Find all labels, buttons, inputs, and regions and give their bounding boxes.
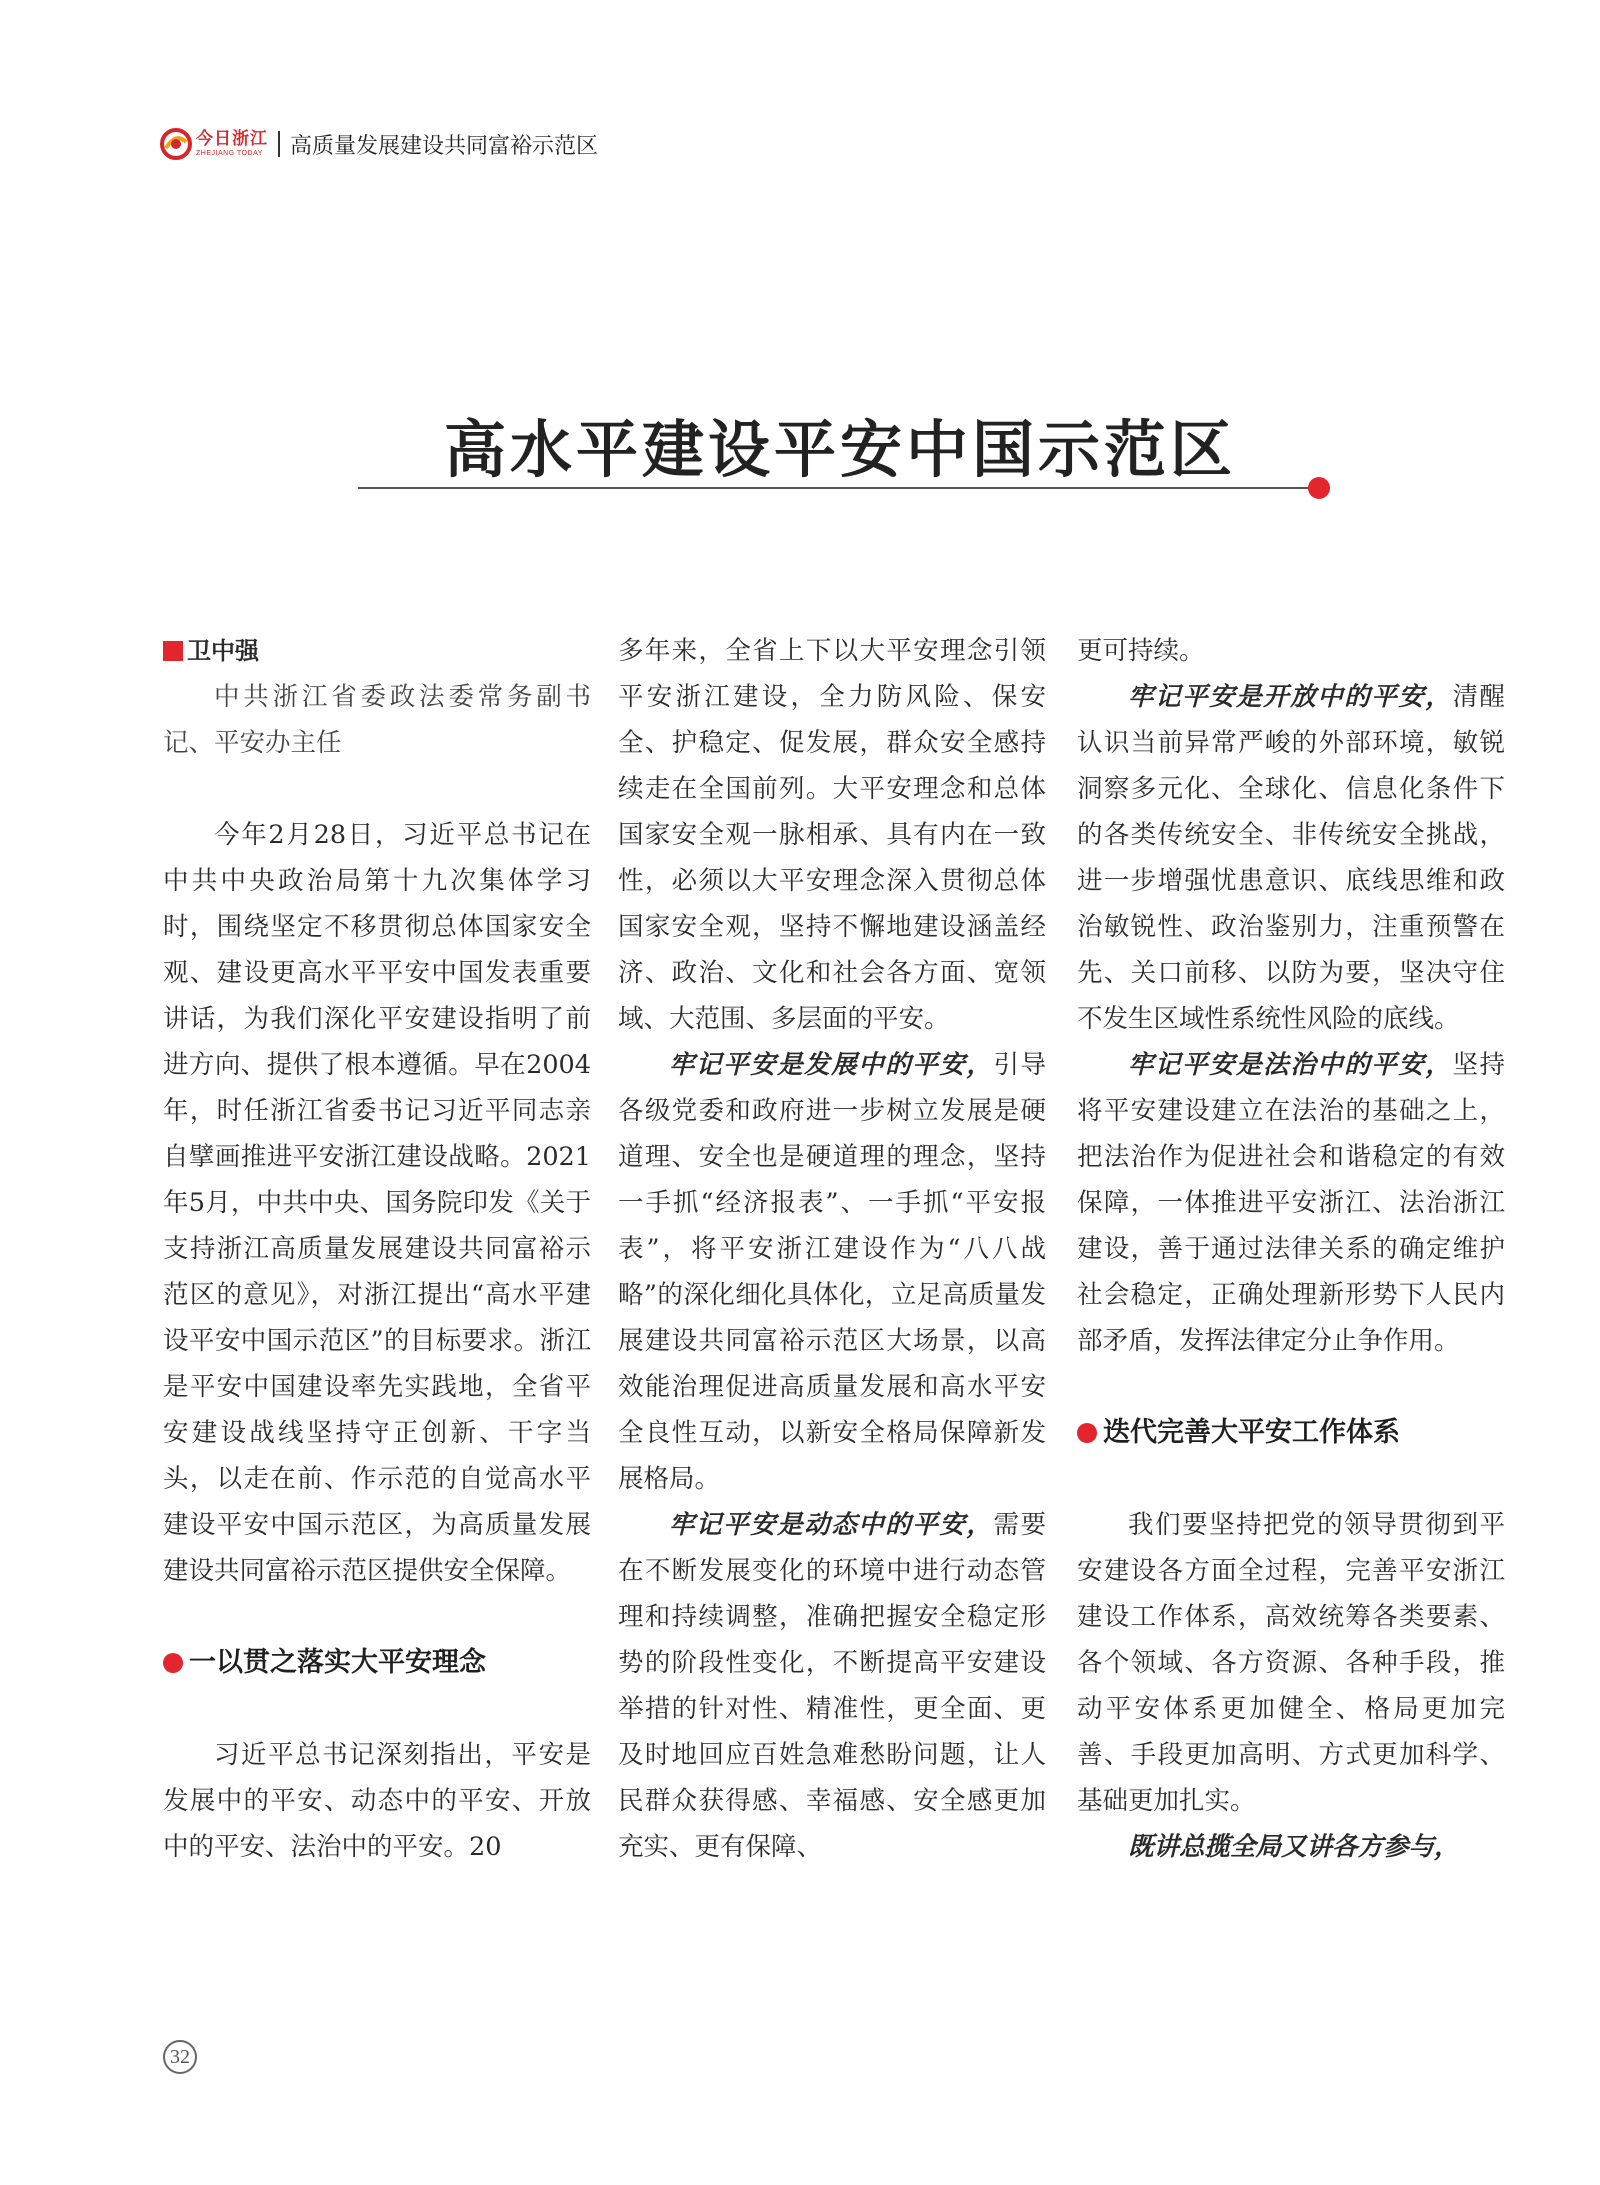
paragraph-system: 我们要坚持把党的领导贯彻到平安建设各方面全过程，完善平安浙江建设工作体系，高效统筹各类要素、各个领域、各方资源、各种手段，推动平安体系更加健全、格局更加完善、手段更加高明、方式更加科学、基础更加扎实。: [1077, 1510, 1505, 1816]
section-heading-1: [163, 1640, 591, 1686]
article-title: 高水平建设平安中国示范区: [443, 413, 1236, 486]
paragraph-open-text: 清醒认识当前异常严峻的外部环境，敏锐洞察多元化、全球化、信息化条件下的各类传统安全、非传统安全挑战，进一步增强忧患意识、底线思维和政治敏锐性、政治鉴别力，注重预警在先、关口前移、以防为要，坚决守住不发生区域性系统性风险的底线。: [1077, 682, 1505, 1034]
logo-text-en: ZHEJIANG TODAY: [196, 150, 263, 157]
title-rule: [358, 487, 1323, 489]
author-line: [163, 628, 591, 674]
paragraph-development-lead: 牢记平安是发展中的平安，: [669, 1050, 994, 1080]
author-affiliation: 中共浙江省委政法委常务副书记、平安办主任: [163, 682, 591, 758]
author-marker-icon: [163, 641, 183, 661]
paragraph-law: [1077, 1042, 1505, 1364]
header-divider: [278, 131, 280, 157]
paragraph-law-text: 坚持将平安建设建立在法治的基础之上，把法治作为促进社会和谐稳定的有效保障，一体推进平安浙江、法治浙江建设，善于通过法律关系的确定维护社会稳定，正确处理新形势下人民内部矛盾，发挥法律定分止争作用。: [1077, 1050, 1505, 1356]
section-heading-2: [1077, 1410, 1505, 1456]
logo-swirl-icon: [160, 128, 192, 160]
section-bullet-icon: [163, 1653, 183, 1673]
article-column-3: [1077, 628, 1505, 1870]
paragraph-overall-start: [1077, 1824, 1505, 1870]
paragraph-intro: 今年2月28日，习近平总书记在中共中央政治局第十九次集体学习时，围绕坚定不移贯彻总体国家安全观、建设更高水平平安中国发表重要讲话，为我们深化平安建设指明了前进方向、提供了根本遵循。早在2004年，时任浙江省委书记习近平同志亲自擘画推进平安浙江建设战略。2021年5月，中共中央、国务院印发《关于支持浙江高质量发展建设共同富裕示范区的意见》，对浙江提出“高水平建设平安中国示范区”的目标要求。浙江是平安中国建设率先实践地，全省平安建设战线坚持守正创新、干字当头，以走在前、作示范的自觉高水平建设平安中国示范区，为高质量发展建设共同富裕示范区提供安全保障。: [163, 820, 591, 1586]
paragraph-dynamic-cont: 更可持续。: [1077, 636, 1205, 666]
paragraph-law-lead: 牢记平安是法治中的平安，: [1128, 1050, 1453, 1080]
section-bullet-icon: [1077, 1423, 1097, 1443]
section-heading-1-text: 一以贯之落实大平安理念: [189, 1647, 486, 1678]
title-rule-dot: [1308, 477, 1330, 499]
logo-text-cn: 今日浙江: [196, 129, 268, 149]
paragraph-overall-lead: 既讲总揽全局又讲各方参与，: [1128, 1832, 1460, 1862]
paragraph-open: [1077, 674, 1505, 1042]
section-name: 高质量发展建设共同富裕示范区: [290, 133, 599, 159]
paragraph-development: [618, 1042, 1046, 1502]
paragraph-2-cont: 多年来，全省上下以大平安理念引领平安浙江建设，全力防风险、保安全、护稳定、促发展，群众安全感持续走在全国前列。大平安理念和总体国家安全观一脉相承、具有内在一致性，必须以大平安理念深入贯彻总体国家安全观，坚持不懈地建设涵盖经济、政治、文化和社会各方面、宽领域、大范围、多层面的平安。: [618, 636, 1046, 1034]
publication-logo: [160, 128, 268, 160]
paragraph-development-text: 引导各级党委和政府进一步树立发展是硬道理、安全也是硬道理的理念，坚持一手抓“经济报表”、一手抓“平安报表”，将平安浙江建设作为“八八战略”的深化细化具体化，立足高质量发展建设共同富裕示范区大场景，以高效能治理促进高质量发展和高水平安全良性互动，以新安全格局保障新发展格局。: [618, 1050, 1046, 1494]
paragraph-dynamic-start: [618, 1502, 1046, 1870]
paragraph-open-lead: 牢记平安是开放中的平安，: [1128, 682, 1453, 712]
page-number: 32: [163, 2040, 197, 2074]
page-header: [160, 122, 598, 166]
paragraph-dynamic-text: 需要在不断发展变化的环境中进行动态管理和持续调整，准确把握安全稳定形势的阶段性变化，不断提高平安建设举措的针对性、精准性，更全面、更及时地回应百姓急难愁盼问题，让人民群众获得感、幸福感、安全感更加充实、更有保障、: [618, 1510, 1046, 1862]
author-name: 卫中强: [187, 637, 259, 665]
paragraph-dynamic-lead: 牢记平安是动态中的平安，: [669, 1510, 994, 1540]
paragraph-2-start: 习近平总书记深刻指出，平安是发展中的平安、动态中的平安、开放中的平安、法治中的平安。20: [163, 1740, 591, 1862]
article-column-2: [618, 628, 1046, 1870]
section-heading-2-text: 迭代完善大平安工作体系: [1103, 1417, 1400, 1448]
article-column-1: [163, 628, 591, 1870]
